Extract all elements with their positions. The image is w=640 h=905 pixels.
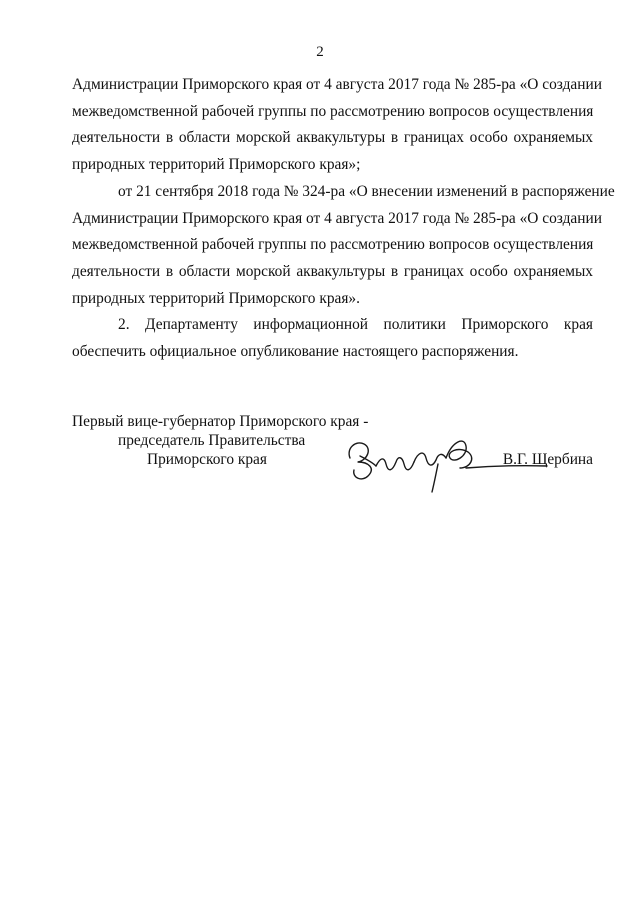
signatory-title-line: председатель Правительства — [118, 432, 306, 449]
text-line: деятельности в области морской аквакультуры в границах особо охраняемых — [72, 129, 593, 147]
text-line: межведомственной рабочей группы по рассмотрению вопросов осуществления — [72, 236, 594, 254]
signatory-name: В.Г. Щербина — [502, 451, 593, 468]
text-line: природных территорий Приморского края». — [72, 289, 360, 307]
text-line: Администрации Приморского края от 4 августа 2017 года № 285-ра «О создании — [72, 209, 602, 227]
text-line: Администрации Приморского края от 4 августа 2017 года № 285-ра «О создании — [72, 76, 602, 93]
paragraph-1 — [72, 72, 602, 179]
page-number: 2 — [316, 44, 324, 60]
text-line: деятельности в области морской аквакультуры в границах особо охраняемых — [72, 262, 593, 280]
signatory-title-line: Приморского края — [147, 451, 267, 468]
signatory-title-line: Первый вице-губернатор Приморского края - — [72, 413, 369, 430]
paragraph-3 — [72, 312, 593, 365]
text-line: обеспечить официальное опубликование настоящего распоряжения. — [72, 343, 519, 361]
text-line: межведомственной рабочей группы по рассмотрению вопросов осуществления — [72, 102, 594, 120]
paragraph-2 — [72, 179, 615, 313]
document-body — [72, 72, 615, 366]
text-line: природных территорий Приморского края»; — [72, 156, 361, 174]
text-line: от 21 сентября 2018 года № 324-ра «О внесении изменений в распоряжение — [118, 182, 615, 200]
text-line: 2. Департаменту информационной политики Приморского края — [118, 316, 593, 334]
